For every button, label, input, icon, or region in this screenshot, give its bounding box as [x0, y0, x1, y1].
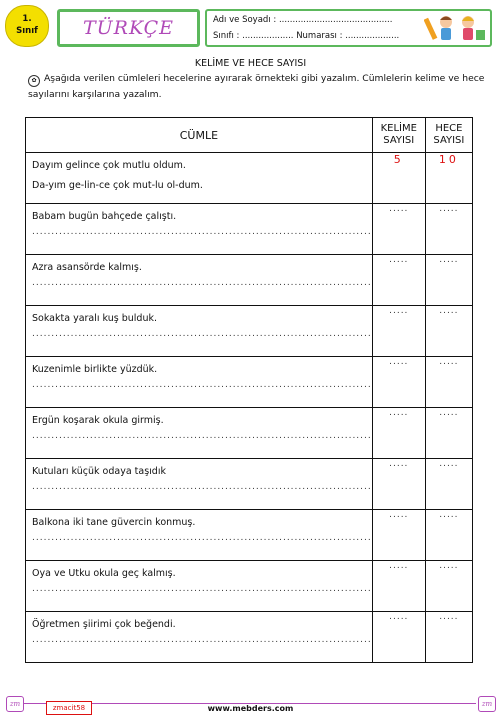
exercise-row — [26, 408, 473, 459]
syllable-count-answer[interactable]: ..... — [425, 306, 472, 357]
syllable-count-answer[interactable]: ..... — [425, 255, 472, 306]
website-link[interactable]: www.mebders.com — [207, 704, 294, 713]
exercise-row — [26, 561, 473, 612]
worksheet-table — [25, 117, 473, 663]
col-sentence: CÜMLE — [26, 118, 373, 153]
syllable-answer-line[interactable]: ........................................................................................ — [32, 431, 372, 441]
word-count-answer[interactable]: ..... — [372, 612, 425, 663]
syllable-answer-line[interactable]: ........................................................................................ — [32, 482, 372, 492]
syllable-answer-line[interactable]: ........................................................................................ — [32, 329, 372, 339]
table-header — [26, 118, 473, 153]
exercise-sentence: Kuzenimle birlikte yüzdük. — [32, 364, 158, 375]
example-word-count: 5 — [372, 153, 425, 204]
exercise-sentence: Öğretmen şiirimi çok beğendi. — [32, 619, 176, 630]
number-field[interactable]: .................... — [345, 31, 400, 41]
col-word-count — [372, 118, 425, 153]
exercise-row — [26, 357, 473, 408]
name-field[interactable]: .......................................... — [278, 15, 393, 25]
exercise-sentence-cell — [26, 459, 373, 510]
syllable-answer-line[interactable]: ........................................................................................ — [32, 584, 372, 594]
exercise-row — [26, 255, 473, 306]
kids-illustration-icon — [424, 10, 488, 44]
syllable-answer-line[interactable]: ........................................................................................ — [32, 380, 372, 390]
exercise-row — [26, 459, 473, 510]
word-count-answer[interactable]: ..... — [372, 459, 425, 510]
page-heading: KELİME VE HECE SAYISI — [194, 58, 307, 69]
syllable-count-answer[interactable]: ..... — [425, 408, 472, 459]
left-logo-icon: zm — [6, 696, 24, 712]
instruction-body: Aşağıda verilen cümleleri hecelerine ayırarak örnekteki gibi yazalım. Cümlelerin kelime ve hece sayılarını karşılarına yazalım. — [28, 73, 485, 100]
example-sentence: Dayım gelince çok mutlu oldum. — [32, 160, 186, 171]
col-syllable-count-line2: SAYISI — [433, 135, 465, 146]
exercise-sentence: Sokakta yaralı kuş bulduk. — [32, 313, 157, 324]
example-row — [26, 153, 473, 204]
exercise-sentence-cell — [26, 408, 373, 459]
grade-label: Sınıf — [16, 26, 38, 36]
exercise-row — [26, 204, 473, 255]
number-label: Numarası : — [296, 31, 343, 41]
subject-title: TÜRKÇE — [82, 17, 175, 39]
class-field[interactable]: ................... — [242, 31, 294, 41]
exercise-sentence: Oya ve Utku okula geç kalmış. — [32, 568, 176, 579]
grade-number: 1. — [22, 14, 32, 24]
syllable-answer-line[interactable]: ........................................................................................ — [32, 278, 372, 288]
exercise-sentence-cell — [26, 306, 373, 357]
syllable-count-answer[interactable]: ..... — [425, 561, 472, 612]
right-logo-icon: zm — [478, 696, 496, 712]
col-word-count-line2: SAYISI — [383, 135, 415, 146]
name-label: Adı ve Soyadı : — [213, 15, 277, 25]
syllable-answer-line[interactable]: ........................................................................................ — [32, 635, 372, 645]
exercise-sentence: Kutuları küçük odaya taşıdık — [32, 466, 166, 477]
word-count-answer[interactable]: ..... — [372, 510, 425, 561]
subject-title-box — [57, 9, 200, 47]
syllable-count-answer[interactable]: ..... — [425, 357, 472, 408]
syllable-count-answer[interactable]: ..... — [425, 459, 472, 510]
exercise-sentence-cell — [26, 255, 373, 306]
exercise-sentence-cell — [26, 357, 373, 408]
word-count-answer[interactable]: ..... — [372, 306, 425, 357]
grade-badge — [5, 5, 49, 47]
syllable-count-answer[interactable]: ..... — [425, 204, 472, 255]
syllable-answer-line[interactable]: ........................................................................................ — [32, 533, 372, 543]
exercise-sentence-cell — [26, 204, 373, 255]
exercise-sentence-cell — [26, 612, 373, 663]
exercise-row — [26, 510, 473, 561]
syllable-count-answer[interactable]: ..... — [425, 510, 472, 561]
instruction-text — [28, 71, 490, 102]
exercise-sentence-cell — [26, 510, 373, 561]
word-count-answer[interactable]: ..... — [372, 255, 425, 306]
exercise-sentence: Babam bugün bahçede çalıştı. — [32, 211, 177, 222]
exercise-sentence: Ergün koşarak okula girmiş. — [32, 415, 164, 426]
col-word-count-line1: KELİME — [380, 123, 417, 134]
word-count-answer[interactable]: ..... — [372, 357, 425, 408]
col-syllable-count — [425, 118, 472, 153]
exercise-sentence: Balkona iki tane güvercin konmuş. — [32, 517, 196, 528]
exercise-row — [26, 612, 473, 663]
exercise-row — [26, 306, 473, 357]
name-line — [213, 15, 392, 25]
syllable-answer-line[interactable]: ........................................................................................ — [32, 227, 372, 237]
word-count-answer[interactable]: ..... — [372, 204, 425, 255]
class-label: Sınıfı : — [213, 31, 240, 41]
word-count-answer[interactable]: ..... — [372, 561, 425, 612]
exercise-sentence-cell — [26, 561, 373, 612]
flower-bullet-icon: ✿ — [28, 75, 40, 87]
col-syllable-count-line1: HECE — [435, 123, 463, 134]
example-syllabified: Da-yım ge-lin-ce çok mut-lu ol-dum. — [32, 180, 203, 191]
class-line — [213, 31, 399, 41]
author-tag: zmacit58 — [46, 701, 92, 715]
word-count-answer[interactable]: ..... — [372, 408, 425, 459]
exercise-sentence: Azra asansörde kalmış. — [32, 262, 142, 273]
example-syllable-count: 10 — [425, 153, 472, 204]
syllable-count-answer[interactable]: ..... — [425, 612, 472, 663]
example-sentence-cell — [26, 153, 373, 204]
